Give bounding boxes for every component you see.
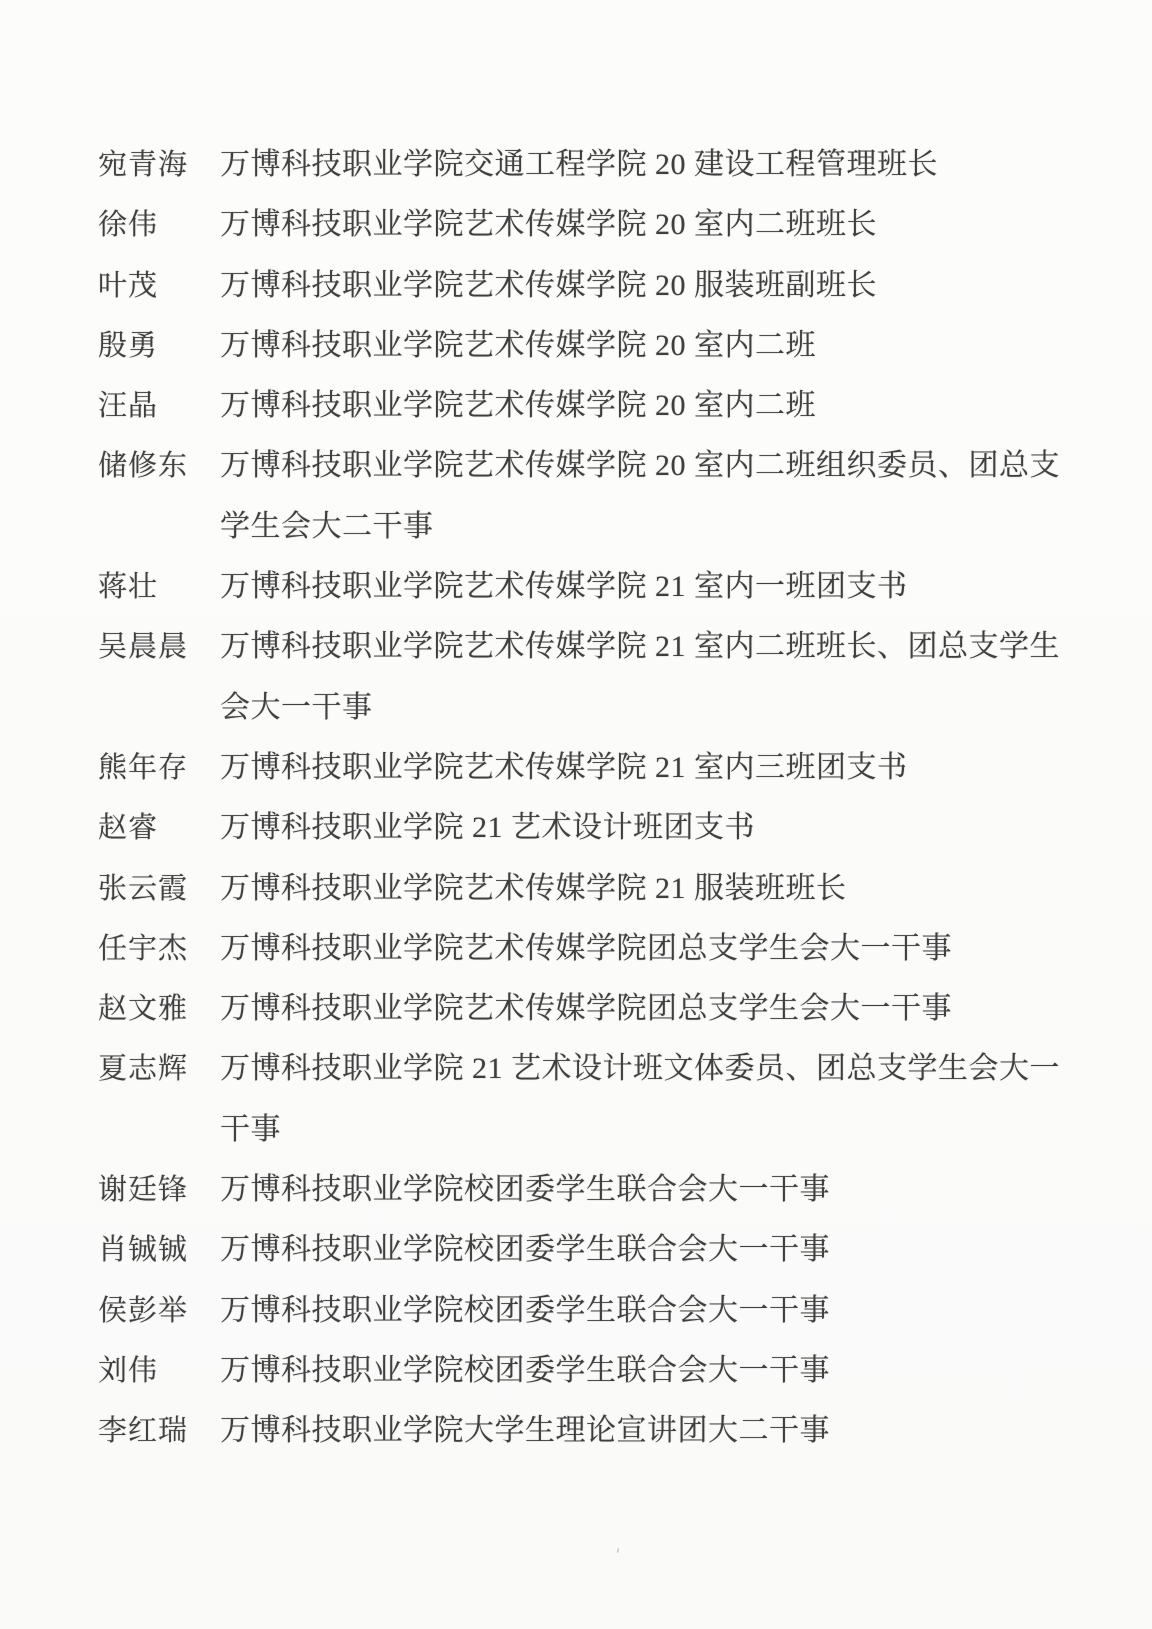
roster-row [98,316,1058,376]
person-name: 宛青海 [98,149,189,181]
person-role [220,1281,1056,1341]
role-line: 万博科技职业学院 21 艺术设计班文体委员、团总支学生会大一 [220,1052,1060,1086]
person-role [220,919,1056,979]
role-line: 万博科技职业学院校团委学生联合会大一干事 [220,1173,830,1207]
role-line: 万博科技职业学院艺术传媒学院 21 室内二班班长、团总支学生 [220,630,1060,664]
roster-row [98,979,1058,1039]
person-role [220,557,1056,617]
roster-row [98,1281,1058,1341]
person-name: 徐伟 [98,209,159,242]
person-role [220,1341,1056,1401]
person-role [220,376,1056,436]
person-name: 吴晨晨 [98,631,189,664]
person-name: 张云霞 [98,872,189,905]
person-name: 李红瑞 [98,1415,189,1448]
role-line: 万博科技职业学院艺术传媒学院团总支学生会大一干事 [220,992,952,1026]
role-line: 万博科技职业学院大学生理论宣讲团大二干事 [220,1414,830,1448]
roster-row [98,1220,1058,1280]
person-name: 谢廷锋 [98,1174,189,1207]
roster-row [98,798,1058,858]
role-line-continued: 干事 [220,1112,281,1146]
role-line: 万博科技职业学院艺术传媒学院 20 室内二班班长 [220,208,877,242]
person-role [220,1401,1056,1461]
roster-row [98,1160,1058,1220]
role-line: 万博科技职业学院艺术传媒学院 21 服装班班长 [220,871,847,905]
person-role [220,135,1056,195]
person-role [220,798,1056,858]
person-role [220,256,1056,316]
person-role [220,738,1056,798]
person-role [220,979,1056,1039]
roster-row [98,557,1058,617]
person-name: 刘伟 [98,1354,159,1387]
roster-row [98,135,1058,195]
role-line: 万博科技职业学院艺术传媒学院 20 服装班副班长 [220,268,877,302]
person-role [220,195,1056,255]
person-name: 储修东 [98,450,189,483]
person-role [220,1160,1056,1220]
role-line: 万博科技职业学院艺术传媒学院团总支学生会大一干事 [220,931,952,965]
roster-row [98,617,1058,738]
person-role [220,1039,1060,1160]
person-role [220,859,1056,919]
role-line: 万博科技职业学院 21 艺术设计班团支书 [220,811,755,845]
role-line: 万博科技职业学院艺术传媒学院 21 室内一班团支书 [220,570,908,604]
roster-row [98,195,1058,255]
roster-row [98,436,1058,557]
role-line-continued: 会大一干事 [220,690,373,724]
roster-row [98,859,1058,919]
roster-row [98,376,1058,436]
role-line: 万博科技职业学院校团委学生联合会大一干事 [220,1233,830,1267]
role-line: 万博科技职业学院交通工程学院 20 建设工程管理班长 [220,148,938,181]
person-role [220,617,1060,738]
person-role [220,316,1056,376]
person-name: 夏志辉 [98,1053,189,1086]
person-role [220,436,1060,557]
person-name: 赵文雅 [98,993,189,1026]
role-line-continued: 学生会大二干事 [220,509,434,543]
roster-row [98,738,1058,798]
person-name: 叶茂 [98,269,159,302]
person-name: 汪晶 [98,390,159,423]
person-name: 赵睿 [98,812,159,845]
role-line: 万博科技职业学院校团委学生联合会大一干事 [220,1353,830,1387]
person-name: 肖铖铖 [98,1234,189,1267]
roster-row [98,256,1058,316]
roster-row [98,1401,1058,1461]
role-line: 万博科技职业学院艺术传媒学院 21 室内三班团支书 [220,750,908,784]
roster-row [98,1039,1058,1160]
person-name: 任宇杰 [98,932,189,965]
role-line: 万博科技职业学院艺术传媒学院 20 室内二班组织委员、团总支 [220,449,1060,483]
scan-artifact: ' [613,1544,622,1565]
person-name: 蒋壮 [98,571,159,604]
person-name: 侯彭举 [98,1294,189,1327]
role-line: 万博科技职业学院校团委学生联合会大一干事 [220,1293,830,1327]
student-cadre-roster [98,135,1058,1462]
person-name: 殷勇 [98,329,159,362]
role-line: 万博科技职业学院艺术传媒学院 20 室内二班 [220,389,816,423]
person-role [220,1220,1056,1280]
roster-row [98,919,1058,979]
role-line: 万博科技职业学院艺术传媒学院 20 室内二班 [220,328,816,362]
person-name: 熊年存 [98,751,189,784]
roster-row [98,1341,1058,1401]
